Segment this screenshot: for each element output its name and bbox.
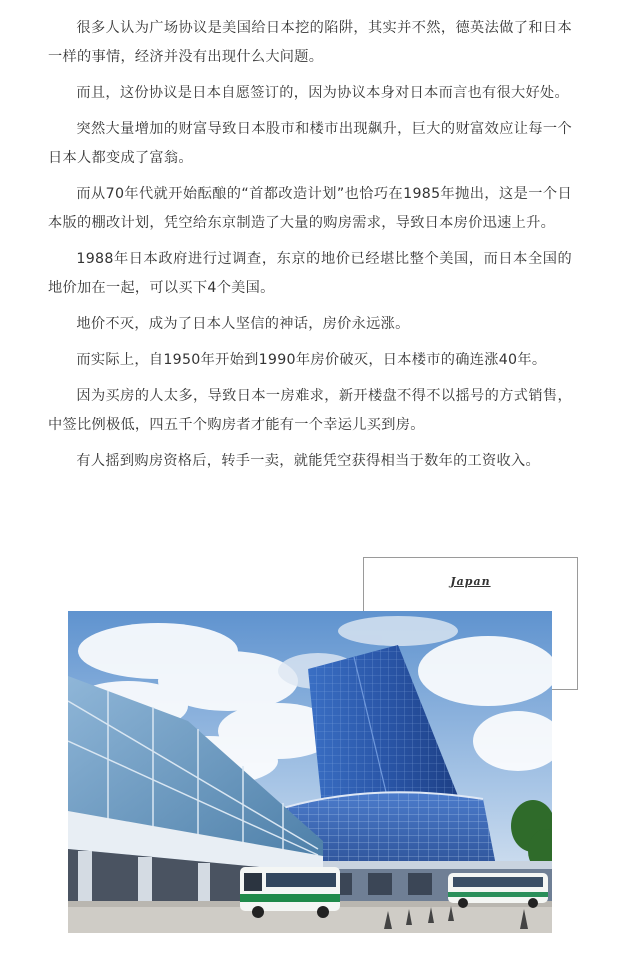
caption-label: Japan — [450, 575, 491, 588]
paragraph: 而实际上，自1950年开始到1990年房价破灭，日本楼市的确连涨40年。 — [76, 352, 547, 368]
paragraph: 1988年日本政府进行过调查，东京的地价已经堪比整个美国，而日本全国的地价加在一起，可以买下4个美国。 — [48, 251, 572, 296]
paragraph: 而且，这份协议是日本自愿签订的，因为协议本身对日本而言也有很大好处。 — [76, 85, 569, 101]
paragraph: 地价不灭，成为了日本人坚信的神话，房价永远涨。 — [76, 316, 410, 332]
paragraph: 有人摇到购房资格后，转手一卖，就能凭空获得相当于数年的工资收入。 — [76, 453, 540, 469]
paragraph: 突然大量增加的财富导致日本股市和楼市出现飙升，巨大的财富效应让每一个日本人都变成了富翁。 — [48, 121, 572, 166]
tokyo-building-photo — [68, 611, 552, 933]
paragraph: 而从70年代就开始酝酿的“首都改造计划”也恰巧在1985年抛出，这是一个日本版的棚改计划，凭空给东京制造了大量的购房需求，导致日本房价迅速上升。 — [48, 186, 572, 231]
paragraph: 因为买房的人太多，导致日本一房难求，新开楼盘不得不以摇号的方式销售，中签比例极低，四五千个购房者才能有一个幸运儿买到房。 — [48, 388, 572, 433]
paragraph: 很多人认为广场协议是美国给日本挖的陷阱，其实并不然，德英法做了和日本一样的事情，经济并没有出现什么大问题。 — [48, 20, 572, 65]
article-body — [48, 14, 572, 483]
